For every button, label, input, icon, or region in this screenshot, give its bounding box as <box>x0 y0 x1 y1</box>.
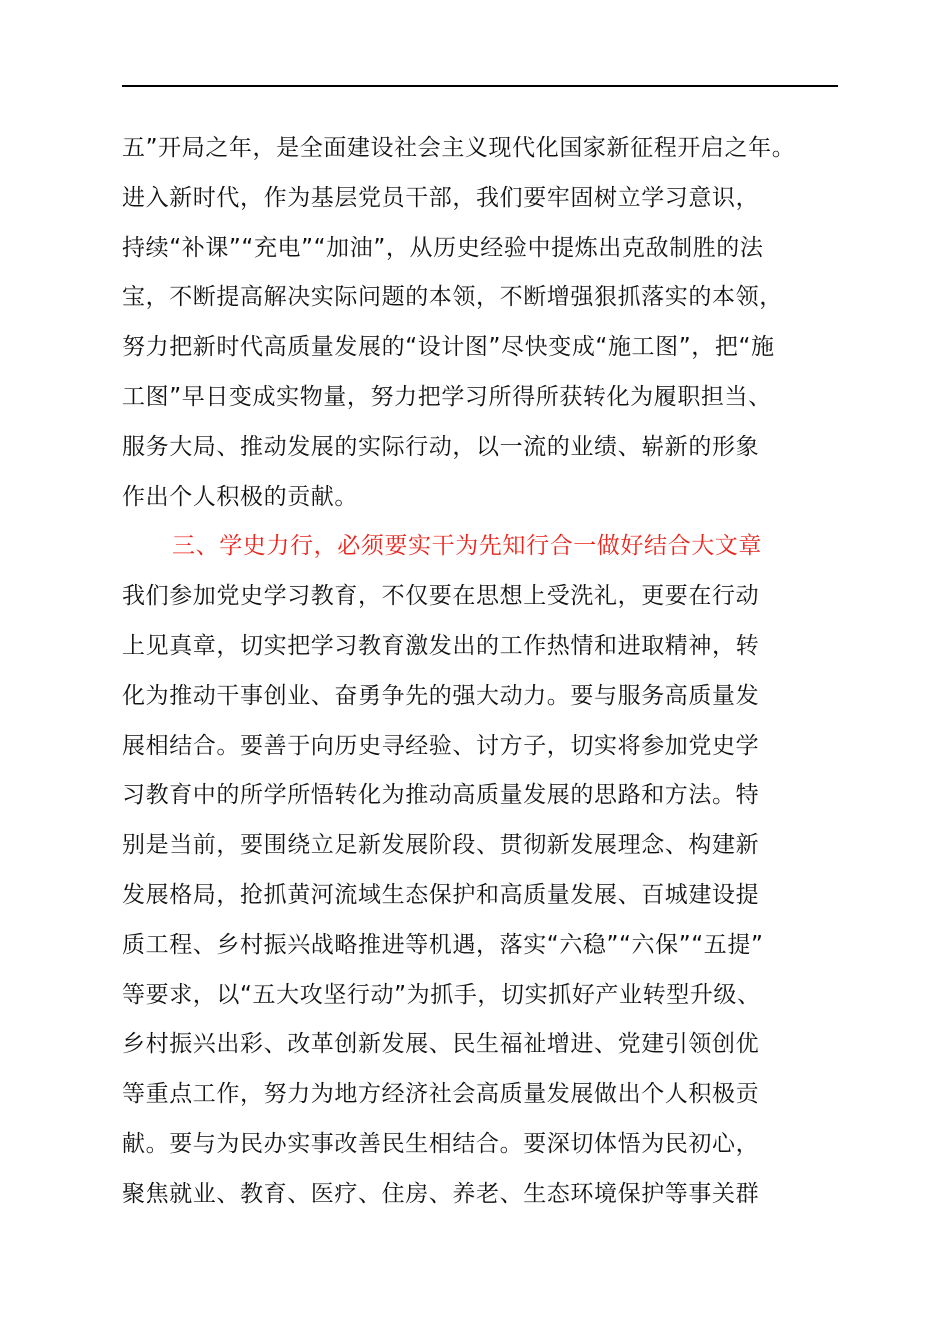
text-line: 化为推动干事创业、奋勇争先的强大动力。要与服务高质量发 <box>122 682 760 709</box>
text-line: 宝，不断提高解决实际问题的本领，不断增强狠抓落实的本领， <box>122 284 783 311</box>
text-line: 献。要与为民办实事改善民生相结合。要深切体悟为民初心， <box>122 1130 760 1157</box>
text-line: 服务大局、推动发展的实际行动，以一流的业绩、崭新的形象 <box>122 433 760 460</box>
text-line: 习教育中的所学所悟转化为推动高质量发展的思路和方法。特 <box>122 782 760 809</box>
text-line: 等要求，以“五大攻坚行动”为抓手，切实抓好产业转型升级、 <box>122 981 761 1008</box>
section-heading: 三、学史力行，必须要实干为先知行合一做好结合大文章 <box>172 533 762 560</box>
text-line: 上见真章，切实把学习教育激发出的工作热情和进取精神，转 <box>122 632 760 659</box>
text-line: 别是当前，要围绕立足新发展阶段、贯彻新发展理念、构建新 <box>122 832 760 859</box>
header-rule <box>122 85 838 87</box>
text-line: 聚焦就业、教育、医疗、住房、养老、生态环境保护等事关群 <box>122 1180 760 1207</box>
text-line: 努力把新时代高质量发展的“设计图”尽快变成“施工图”，把“施 <box>122 334 775 361</box>
text-line: 等重点工作，努力为地方经济社会高质量发展做出个人积极贡 <box>122 1081 760 1108</box>
text-line: 进入新时代，作为基层党员干部，我们要牢固树立学习意识， <box>122 184 760 211</box>
text-line: 发展格局，抢抓黄河流域生态保护和高质量发展、百城建设提 <box>122 881 760 908</box>
text-line: 乡村振兴出彩、改革创新发展、民生福祉增进、党建引领创优 <box>122 1031 760 1058</box>
text-line: 五”开局之年，是全面建设社会主义现代化国家新征程开启之年。 <box>122 135 796 161</box>
text-line: 我们参加党史学习教育，不仅要在思想上受洗礼，更要在行动 <box>122 583 760 610</box>
text-line: 作出个人积极的贡献。 <box>122 483 358 510</box>
text-line: 展相结合。要善于向历史寻经验、讨方子，切实将参加党史学 <box>122 732 760 759</box>
text-line: 工图”早日变成实物量，努力把学习所得所获转化为履职担当、 <box>122 383 772 410</box>
body-text <box>122 124 838 1220</box>
text-line: 持续“补课”“充电”“加油”，从历史经验中提炼出克敌制胜的法 <box>122 234 764 261</box>
text-line: 质工程、乡村振兴战略推进等机遇，落实“六稳”“六保”“五提” <box>122 931 764 958</box>
